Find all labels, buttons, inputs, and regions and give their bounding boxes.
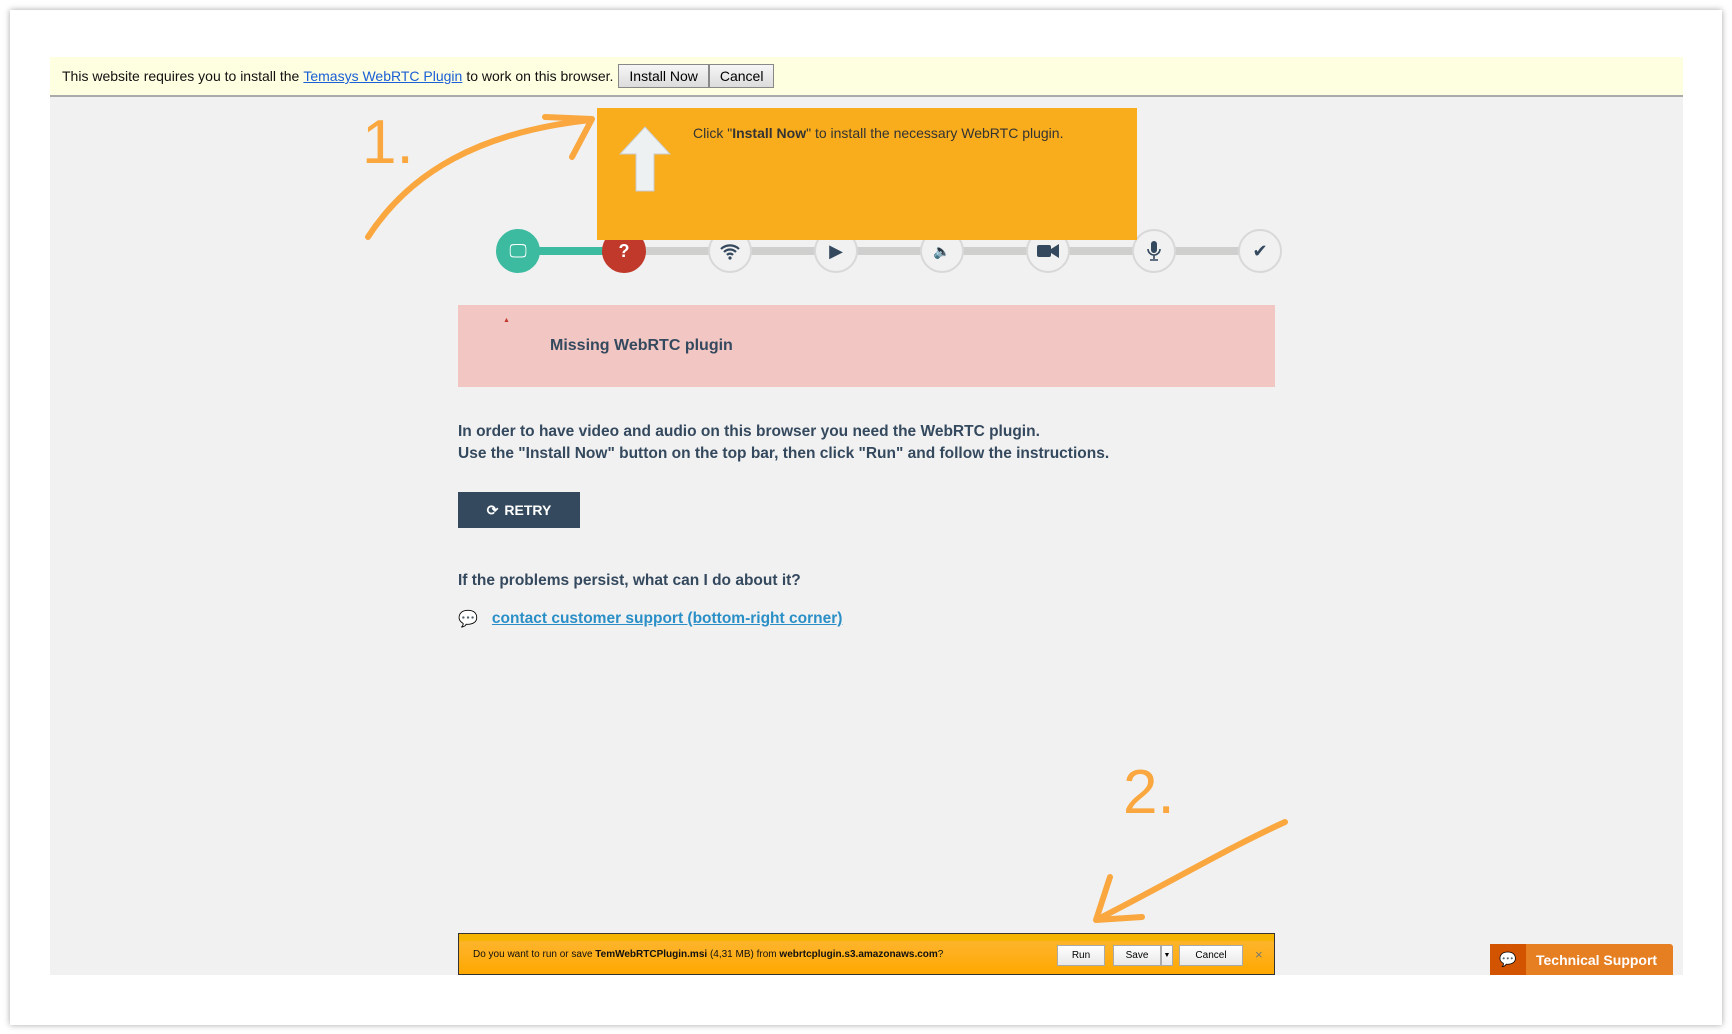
tech-support-label: Technical Support bbox=[1536, 951, 1658, 968]
save-dropdown-icon[interactable]: ▼ bbox=[1161, 945, 1173, 966]
technical-support-button[interactable] bbox=[1490, 944, 1673, 975]
download-size: (4,31 MB) from bbox=[707, 948, 780, 960]
play-icon: ▶ bbox=[814, 229, 858, 273]
annotation-one: 1. bbox=[362, 108, 414, 177]
download-text: Do you want to run or save bbox=[473, 948, 596, 960]
annotation-arrow-2-icon bbox=[1090, 817, 1290, 927]
error-alert bbox=[458, 305, 1275, 387]
monitor-icon: 🖵 bbox=[496, 229, 540, 273]
question-icon: ? bbox=[602, 229, 646, 273]
chat-icon: 💬 bbox=[1490, 944, 1526, 975]
annotation-arrow-1-icon bbox=[360, 112, 600, 242]
tooltip-bold: Install Now bbox=[732, 125, 807, 141]
download-q: ? bbox=[937, 948, 944, 960]
contact-support-link[interactable]: contact customer support (bottom-right corner) bbox=[491, 610, 843, 627]
download-bar bbox=[458, 933, 1275, 975]
save-button[interactable]: Save bbox=[1113, 945, 1161, 966]
download-filename: TemWebRTCPlugin.msi bbox=[595, 948, 708, 960]
faq-question: If the problems persist, what can I do about it? bbox=[458, 572, 801, 589]
warning-icon: ▲ bbox=[503, 317, 510, 324]
chat-bubbles-icon: 💬 bbox=[458, 611, 478, 628]
up-arrow-icon bbox=[619, 126, 671, 192]
download-host: webrtcplugin.s3.amazonaws.com bbox=[779, 948, 938, 960]
alert-title: Missing WebRTC plugin bbox=[550, 337, 733, 354]
instructions bbox=[458, 421, 1109, 465]
notification-text-2: to work on this browser. bbox=[466, 68, 614, 84]
install-now-button[interactable]: Install Now bbox=[618, 64, 708, 88]
close-icon[interactable]: × bbox=[1255, 947, 1263, 962]
run-button[interactable]: Run bbox=[1057, 945, 1105, 966]
tooltip-text-2: " to install the necessary WebRTC plugin. bbox=[806, 125, 1064, 141]
install-tooltip bbox=[597, 108, 1137, 240]
download-cancel-button[interactable]: Cancel bbox=[1179, 945, 1243, 966]
plugin-link[interactable]: Temasys WebRTC Plugin bbox=[303, 68, 463, 84]
check-icon: ✔ bbox=[1238, 229, 1282, 273]
retry-label: RETRY bbox=[504, 502, 552, 518]
refresh-icon: ⟳ bbox=[486, 501, 499, 518]
cancel-button[interactable]: Cancel bbox=[709, 64, 775, 88]
volume-icon: 🔈 bbox=[920, 229, 964, 273]
page bbox=[50, 57, 1683, 975]
notification-text: This website requires you to install the bbox=[62, 68, 300, 84]
instruction-line-1: In order to have video and audio on this browser you need the WebRTC plugin. bbox=[458, 423, 1040, 440]
instruction-line-2: Use the "Install Now" button on the top bar, then click "Run" and follow the instructions. bbox=[458, 445, 1110, 462]
retry-button[interactable] bbox=[458, 492, 580, 528]
annotation-two: 2. bbox=[1123, 758, 1175, 827]
plugin-notification-bar bbox=[50, 57, 1683, 97]
microphone-icon bbox=[1132, 229, 1176, 273]
tooltip-text: Click " bbox=[693, 125, 733, 141]
